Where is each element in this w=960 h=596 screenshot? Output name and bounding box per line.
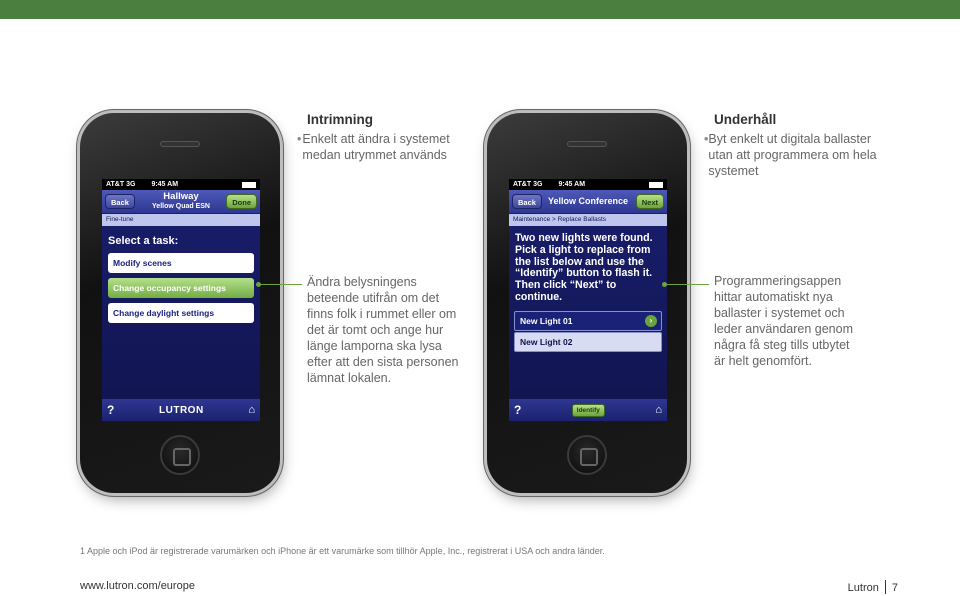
back-button[interactable]: Back (105, 194, 135, 209)
home-icon[interactable]: ⌂ (248, 404, 255, 416)
battery-icon (242, 182, 256, 188)
change-daylight-button[interactable]: Change daylight settings (108, 303, 254, 323)
callout-line-right (664, 284, 709, 285)
footer-divider (885, 580, 886, 594)
left-bullet: • Enkelt att ändra i systemet medan utrymmet används (297, 131, 462, 163)
right-bullet: • Byt enkelt ut digitala ballaster utan att programmera om hela systemet (704, 131, 879, 179)
back-button[interactable]: Back (512, 194, 542, 209)
help-icon[interactable]: ? (514, 403, 522, 417)
right-body: Programmeringsappen hittar automatiskt nya ballaster i systemet och leder användaren genom några få steg tills utbytet är helt genomfört. (714, 274, 853, 368)
light-row-01[interactable] (514, 311, 662, 331)
help-icon[interactable]: ? (107, 403, 115, 417)
chevron-right-icon[interactable]: › (645, 315, 657, 327)
tab-bar (102, 399, 260, 421)
light-row-02[interactable] (514, 332, 662, 352)
nav-title: Yellow Conference (547, 196, 629, 206)
change-occupancy-button[interactable]: Change occupancy settings (108, 278, 254, 298)
speaker-grille (160, 141, 200, 147)
clock: 9:45 AM (151, 181, 179, 188)
callout-dot-right (662, 282, 667, 287)
left-heading: Intrimning (307, 112, 373, 127)
lutron-logo: LUTRON (159, 404, 204, 416)
light-label: New Light 02 (520, 336, 573, 347)
phone-right-screen (509, 179, 667, 421)
battery-icon (649, 182, 663, 188)
nav-bar (102, 190, 260, 214)
select-task-label: Select a task: (108, 235, 179, 247)
right-heading: Underhåll (714, 112, 777, 127)
phone-right (487, 113, 687, 493)
instructions-text: Two new lights were found. Pick a light to replace from the list below and use the “Identify” button to flash it. Then click “Next” to continue. (515, 232, 653, 303)
footnote: 1 Apple och iPod är registrerade varumärken och iPhone är ett varumärke som tillhör Apple, Inc., registrerat i USA och andra länder. (80, 546, 605, 556)
home-icon[interactable]: ⌂ (655, 404, 662, 416)
home-button[interactable] (160, 435, 200, 475)
top-brand-bar (0, 0, 960, 19)
status-bar (102, 179, 260, 190)
light-label: New Light 01 (520, 315, 573, 326)
phone-left-screen (102, 179, 260, 421)
carrier-label: AT&T 3G (106, 181, 136, 188)
page-number: 7 (891, 582, 898, 594)
next-button[interactable]: Next (636, 194, 664, 209)
modify-scenes-button[interactable]: Modify scenes (108, 253, 254, 273)
identify-button[interactable]: Identify (572, 404, 605, 417)
clock: 9:45 AM (558, 181, 586, 188)
speaker-grille (567, 141, 607, 147)
done-button[interactable]: Done (226, 194, 257, 209)
tab-bar (509, 399, 667, 421)
left-body: Ändra belysningens beteende utifrån om det finns folk i rummet eller om det är tomt och ange hur länge lamporna ska lysa efter att den sista personen lämnat lokalen. (307, 275, 459, 385)
left-bullet-text: Enkelt att ändra i systemet medan utrymmet används (302, 132, 450, 162)
footer-page-info (848, 580, 898, 594)
footer-url[interactable]: www.lutron.com/europe (80, 580, 195, 592)
carrier-label: AT&T 3G (513, 181, 543, 188)
home-button[interactable] (567, 435, 607, 475)
nav-title: Hallway (163, 191, 199, 202)
callout-line-left (258, 284, 302, 285)
right-bullet-text: Byt enkelt ut digitala ballaster utan att programmera om hela systemet (708, 132, 877, 178)
breadcrumb: Maintenance > Replace Ballasts (509, 214, 667, 226)
callout-dot-left (256, 282, 261, 287)
footer-brand: Lutron (847, 582, 879, 594)
status-bar (509, 179, 667, 190)
nav-bar (509, 190, 667, 214)
phone-left (80, 113, 280, 493)
nav-subtitle: Yellow Quad ESN (152, 203, 210, 210)
breadcrumb: Fine-tune (102, 214, 260, 226)
